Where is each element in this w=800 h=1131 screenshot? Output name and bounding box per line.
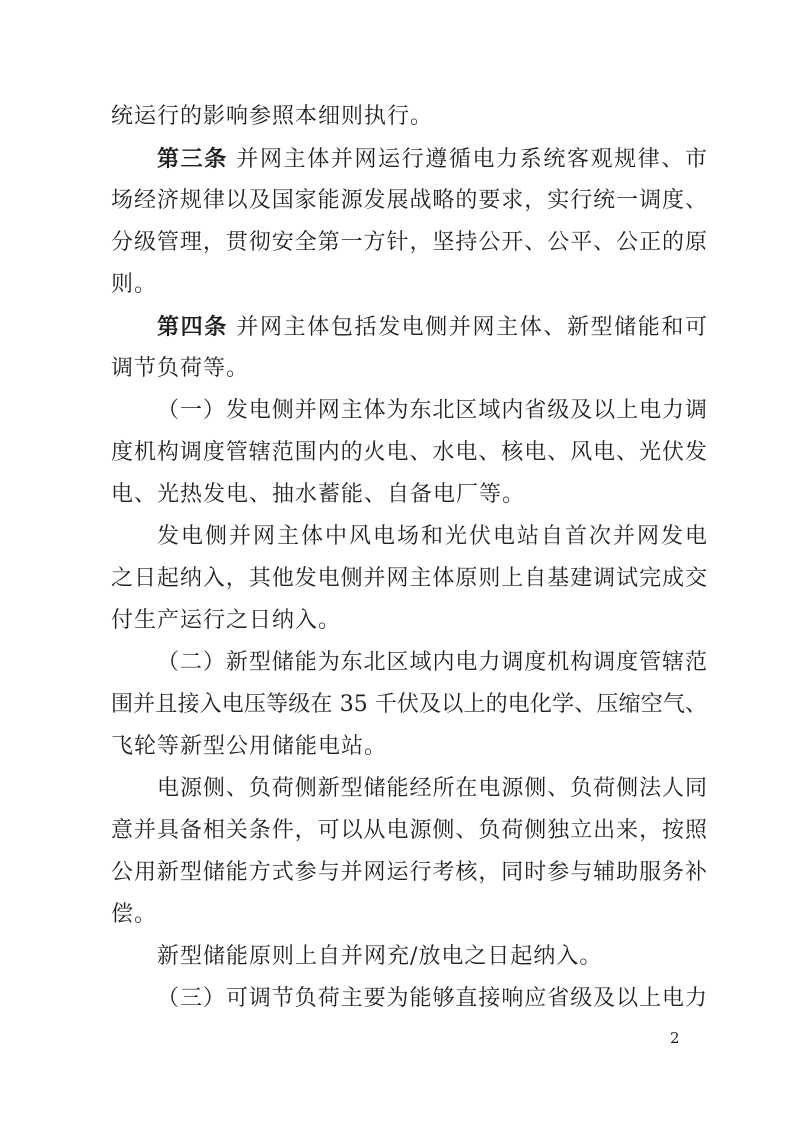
text-line [111, 306, 707, 348]
text-line [111, 516, 707, 558]
document-body [111, 96, 707, 1020]
text-run: 之日起纳入，其他发电侧并网主体原则上自基建调试完成交 [111, 566, 707, 591]
article-heading: 第四条 [157, 314, 228, 340]
text-line [111, 390, 707, 432]
text-line [111, 936, 707, 978]
text-line [111, 852, 707, 894]
text-run: 公用新型储能方式参与并网运行考核，同时参与辅助服务补 [111, 860, 707, 885]
text-line [111, 978, 707, 1020]
text-run: 付生产运行之日纳入。 [111, 608, 342, 633]
text-line [111, 600, 707, 642]
text-run: 电、光热发电、抽水蓄能、自备电厂等。 [111, 482, 526, 507]
text-line [111, 474, 707, 516]
text-run: （三）可调节负荷主要为能够直接响应省级及以上电力 [157, 986, 707, 1011]
text-run: 意并具备相关条件，可以从电源侧、负荷侧独立出来，按照 [111, 818, 707, 843]
text-line [111, 222, 707, 264]
text-run: 发电侧并网主体中风电场和光伏电站自首次并网发电 [157, 524, 707, 549]
text-run: 飞轮等新型公用储能电站。 [111, 734, 388, 759]
text-run: 新型储能原则上自并网充/放电之日起纳入。 [157, 944, 603, 969]
text-line [111, 138, 707, 180]
text-run: （二）新型储能为东北区域内电力调度机构调度管辖范 [157, 650, 707, 675]
text-run: 偿。 [111, 902, 158, 927]
article-heading: 第三条 [157, 146, 228, 172]
text-line [111, 432, 707, 474]
text-run: 分级管理，贯彻安全第一方针，坚持公开、公平、公正的原 [111, 230, 707, 255]
text-line [111, 642, 707, 684]
text-run: 并网主体包括发电侧并网主体、新型储能和可 [227, 315, 707, 340]
text-run: 统运行的影响参照本细则执行。 [111, 104, 434, 129]
text-run: 度机构调度管辖范围内的火电、水电、核电、风电、光伏发 [111, 440, 707, 465]
text-line [111, 348, 707, 390]
text-line [111, 726, 707, 768]
page-number: 2 [670, 1029, 680, 1047]
text-run: 调节负荷等。 [111, 356, 250, 381]
text-line [111, 810, 707, 852]
text-run: （一）发电侧并网主体为东北区域内省级及以上电力调 [157, 398, 707, 423]
text-line [111, 558, 707, 600]
text-run: 电源侧、负荷侧新型储能经所在电源侧、负荷侧法人同 [157, 776, 707, 801]
text-line [111, 264, 707, 306]
text-run: 则。 [111, 272, 158, 297]
text-line [111, 894, 707, 936]
text-run: 并网主体并网运行遵循电力系统客观规律、市 [227, 147, 707, 172]
text-run: 围并且接入电压等级在 35 千伏及以上的电化学、压缩空气、 [111, 692, 707, 717]
text-line [111, 96, 707, 138]
text-run: 场经济规律以及国家能源发展战略的要求，实行统一调度、 [111, 188, 707, 213]
text-line [111, 180, 707, 222]
text-line [111, 768, 707, 810]
text-line [111, 684, 707, 726]
